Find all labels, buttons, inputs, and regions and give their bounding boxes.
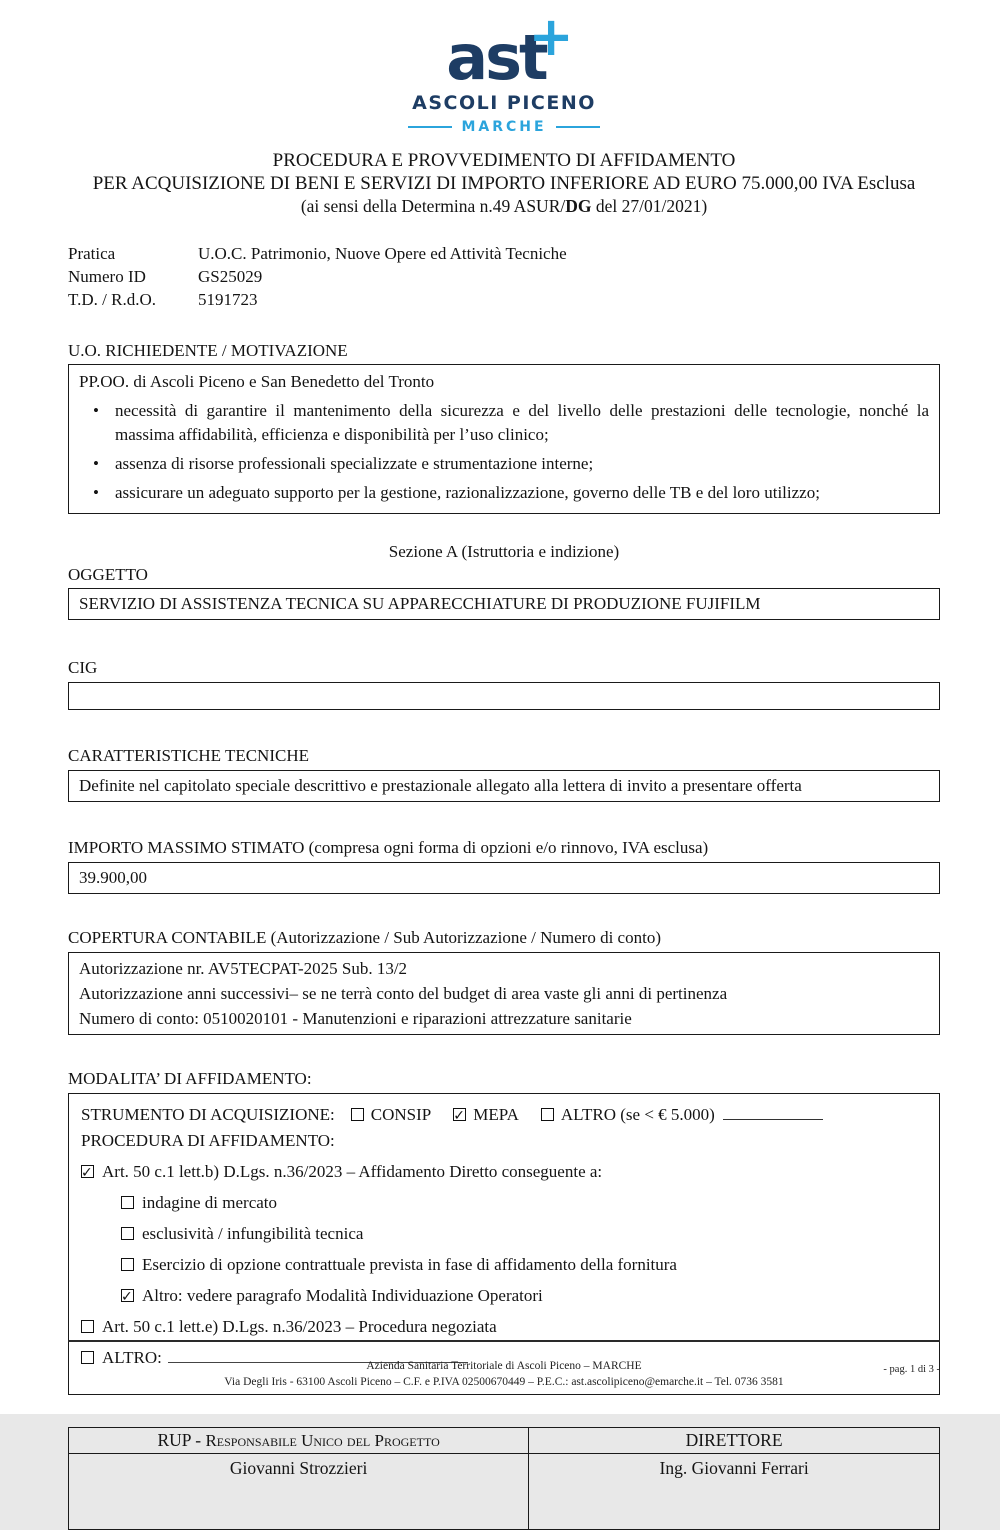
checkbox-unchecked-icon	[81, 1320, 94, 1333]
procedura-item-art50e: Art. 50 c.1 lett.e) D.Lgs. n.36/2023 – Procedura negoziata	[81, 1315, 927, 1339]
direttore-header-cell: DIRETTORE	[685, 1430, 783, 1450]
ast-logo	[68, 5, 940, 135]
logo-line-left	[408, 126, 452, 129]
caratteristiche-box: Definite nel capitolato speciale descrittivo e prestazionale allegato alla lettera di invito a presentare offerta	[68, 770, 940, 802]
blank-line	[723, 1106, 823, 1120]
motivation-bullet-1: • necessità di garantire il mantenimento della sicurezza e del livello delle prestazioni delle tecnologie, nonché la massima affidabilità, efficienza e disponibilità per l’uso clinico;	[79, 399, 929, 447]
checkbox-checked-icon	[81, 1165, 94, 1178]
signatures-body-row	[69, 1454, 939, 1529]
td-rdo-label: T.D. / R.d.O.	[68, 290, 156, 309]
copertura-line-3: Numero di conto: 0510020101 - Manutenzioni e riparazioni attrezzature sanitarie	[79, 1009, 632, 1028]
checkbox-unchecked-icon	[121, 1196, 134, 1209]
logo-region-row	[68, 119, 940, 135]
pratica-row	[68, 242, 940, 265]
numero-id-value: GS25029	[198, 267, 263, 286]
ast-wordmark: ast +	[446, 5, 574, 94]
option-mepa-label: MEPA	[473, 1105, 519, 1124]
strumento-label: STRUMENTO DI ACQUISIZIONE:	[81, 1105, 335, 1124]
checkbox-unchecked-icon	[121, 1227, 134, 1240]
direttore-name-cell: Ing. Giovanni Ferrari	[659, 1458, 809, 1478]
rup-name-cell: Giovanni Strozzieri	[69, 1454, 529, 1529]
motivation-bullet-2: • assenza di risorse professionali specializzate e strumentazione interne;	[79, 452, 929, 476]
title-line-2: PER ACQUISIZIONE DI BENI E SERVIZI DI IMPORTO INFERIORE AD EURO 75.000,00 IVA Esclusa	[92, 173, 916, 194]
option-altro-label: ALTRO (se < € 5.000)	[560, 1105, 715, 1124]
footer-org-info	[68, 1358, 940, 1390]
page-number: - pag. 1 di 3 -	[883, 1364, 940, 1375]
checkbox-unchecked-icon	[351, 1108, 364, 1121]
td-rdo-row	[68, 288, 940, 311]
pratica-value: U.O.C. Patrimonio, Nuove Opere ed Attività Tecniche	[198, 244, 567, 263]
procedura-item-esclusivita: esclusività / infungibilità tecnica	[81, 1222, 927, 1246]
bullet-icon	[93, 481, 115, 505]
numero-id-label: Numero ID	[68, 267, 146, 286]
title-line-1: PROCEDURA E PROVVEDIMENTO DI AFFIDAMENTO	[272, 150, 736, 171]
importo-heading: IMPORTO MASSIMO STIMATO (compresa ogni forma di opzioni e/o rinnovo, IVA esclusa)	[68, 838, 709, 857]
checkbox-checked-icon	[121, 1289, 134, 1302]
copertura-line-2: Autorizzazione anni successivi– se ne terrà conto del budget di area vaste gli anni di pertinenza	[79, 984, 728, 1003]
modalita-heading: MODALITA’ DI AFFIDAMENTO:	[68, 1069, 312, 1088]
procedura-affidamento-label: PROCEDURA DI AFFIDAMENTO:	[81, 1131, 335, 1150]
document-title	[68, 149, 940, 218]
oggetto-heading: OGGETTO	[68, 565, 148, 584]
uo-box-title: PP.OO. di Ascoli Piceno e San Benedetto del Tronto	[79, 372, 435, 391]
procedura-item-altro: ALTRO:	[81, 1346, 927, 1370]
plus-icon: +	[528, 5, 574, 68]
uo-richiedente-heading: U.O. RICHIEDENTE / MOTIVAZIONE	[68, 341, 348, 360]
logo-city-label: ASCOLI PICENO	[412, 92, 596, 114]
logo-line-right	[556, 126, 600, 129]
importo-box: 39.900,00	[68, 862, 940, 894]
footer-line-2: Via Degli Iris - 63100 Ascoli Piceno – C.F. e P.IVA 02500670449 – P.E.C.: ast.ascolipiceno@emarche.it – Tel. 0736 3581	[224, 1376, 784, 1388]
motivation-bullet-3: • assicurare un adeguato supporto per la gestione, razionalizzazione, governo delle TB e del loro utilizzo;	[79, 481, 929, 505]
caratteristiche-heading: CARATTERISTICHE TECNICHE	[68, 746, 309, 765]
cig-heading: CIG	[68, 658, 98, 677]
pratica-label: Pratica	[68, 244, 116, 263]
uo-richiedente-box	[68, 364, 940, 514]
copertura-box	[68, 952, 940, 1035]
option-consip-label: CONSIP	[370, 1105, 432, 1124]
bullet-icon	[93, 452, 115, 476]
strumento-acquisizione-line	[81, 1103, 927, 1127]
signatures-table	[68, 1427, 940, 1530]
copertura-heading: COPERTURA CONTABILE (Autorizzazione / Sub Autorizzazione / Numero di conto)	[68, 928, 661, 947]
logo-region-label: MARCHE	[461, 119, 547, 135]
pratica-info	[68, 242, 940, 311]
procedura-item-indagine: indagine di mercato	[81, 1191, 927, 1215]
footer-line-1: Azienda Sanitaria Territoriale di Ascoli Piceno – MARCHE	[366, 1360, 642, 1372]
bullet-icon	[93, 399, 115, 447]
sezione-a-heading: Sezione A (Istruttoria e indizione)	[388, 542, 620, 561]
title-line-3: (ai sensi della Determina n.49 ASUR/DG del 27/01/2021)	[300, 196, 708, 216]
oggetto-box: SERVIZIO DI ASSISTENZA TECNICA SU APPARECCHIATURE DI PRODUZIONE FUJIFILM	[68, 588, 940, 620]
rup-header-cell: RUP - Responsabile Unico del Progetto	[69, 1428, 529, 1453]
procedura-item-art50b: ✓Art. 50 c.1 lett.b) D.Lgs. n.36/2023 – Affidamento Diretto conseguente a:	[81, 1160, 927, 1184]
signatures-header-row	[69, 1428, 939, 1454]
checkbox-checked-icon	[453, 1108, 466, 1121]
numero-id-row	[68, 265, 940, 288]
copertura-line-1: Autorizzazione nr. AV5TECPAT-2025 Sub. 13/2	[79, 959, 408, 978]
td-rdo-value: 5191723	[198, 290, 258, 309]
procedura-item-esercizio-opzione: Esercizio di opzione contrattuale prevista in fase di affidamento della fornitura	[81, 1253, 927, 1277]
cig-box	[68, 682, 940, 710]
checkbox-unchecked-icon	[541, 1108, 554, 1121]
checkbox-unchecked-icon	[121, 1258, 134, 1271]
procedura-item-altro-vedere: ✓Altro: vedere paragrafo Modalità Individuazione Operatori	[81, 1284, 927, 1308]
page-footer	[68, 1340, 940, 1390]
